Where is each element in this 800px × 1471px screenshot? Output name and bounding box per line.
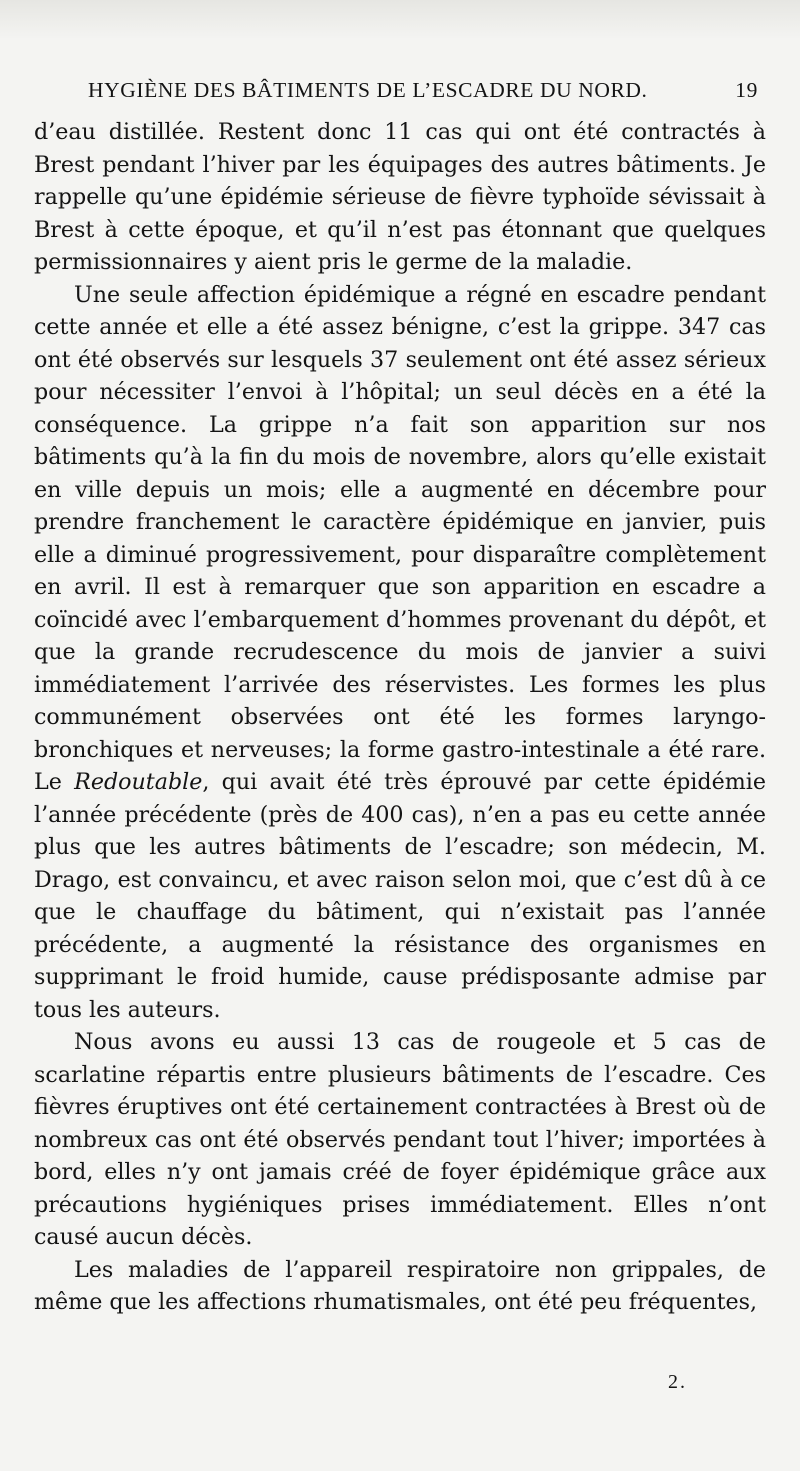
paragraph-text: Les maladies de l’appareil respiratoire non grippales, de même que les affections rhumatismales, ont été peu fréquentes, <box>34 1256 766 1315</box>
paragraph-text-continued: , qui avait été très éprouvé par cette épidémie l’année précédente (près de 400 cas), n’en a pas eu cette année plus que les autres bâtiments de l’escadre; son médecin, M. Drago, est convaincu, et avec raison selon moi, que c’est dû à ce que le chauffage du bâtiment, qui n’existait pas l’année précédente, a augmenté la résistance des organismes en supprimant le froid humide, cause prédisposante admise par tous les auteurs. <box>34 769 766 1023</box>
running-header <box>88 78 758 114</box>
paragraph-text: Nous avons eu aussi 13 cas de rougeole et 5 cas de scarlatine répartis entre plusieurs bâtiments de l’escadre. Ces fièvres éruptives ont été certainement contractées à Brest où de nombreux cas ont été observés pendant tout l’hiver; importées à bord, elles n’y ont jamais créé de foyer épidémique grâce aux précautions hygiéniques prises immédiatement. Elles n’ont causé aucun décès. <box>34 1029 766 1250</box>
paragraph-text: Une seule affection épidémique a régné en escadre pendant cette année et elle a été assez bénigne, c’est la grippe. 347 cas ont été observés sur lesquels 37 seulement ont été assez sérieux pour nécessiter l’envoi à l’hôpital; un seul décès en a été la conséquence. La grippe n’a fait son apparition sur nos bâtiments qu’à la fin du mois de novembre, alors qu’elle existait en ville depuis un mois; elle a augmenté en décembre pour prendre franchement le caractère épidémique en janvier, puis elle a diminué progressivement, pour disparaître complètement en avril. Il est à remarquer que son apparition en escadre a coïncidé avec l’embarquement d’hommes provenant du dépôt, et que la grande recrudescence du mois de janvier a suivi immédiatement l’arrivée des réservistes. Les formes les plus communément observées ont été les formes laryngo-bronchiques et nerveuses; la forme gastro-intestinale a été rare. Le <box>34 281 766 795</box>
running-title: HYGIÈNE DES BÂTIMENTS DE L’ESCADRE DU NORD. <box>88 78 648 102</box>
paragraph <box>34 1254 766 1319</box>
signature-mark: 2. <box>668 1371 687 1393</box>
page-number: 19 <box>735 78 758 102</box>
paragraph <box>34 116 766 279</box>
paragraph-text: d’eau distillée. Restent donc 11 cas qui ont été contractés à Brest pendant l’hiver par les équipages des autres bâtiments. Je rappelle qu’une épidémie sérieuse de fièvre typhoïde sévissait à Brest à cette époque, et qu’il n’est pas étonnant que quelques permissionnaires y aient pris le germe de la maladie. <box>34 119 766 275</box>
paragraph <box>34 279 766 1027</box>
body-text <box>34 116 766 1319</box>
paragraph <box>34 1026 766 1254</box>
ship-name: Redoutable <box>74 769 203 795</box>
